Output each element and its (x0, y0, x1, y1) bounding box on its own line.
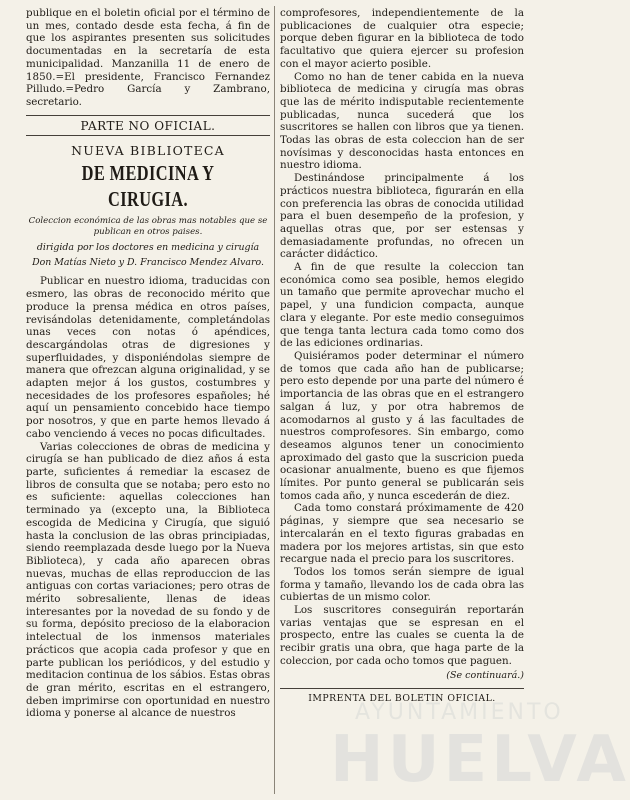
directors-line: Don Matías Nieto y D. Francisco Mendez Alvaro. (32, 256, 264, 268)
directed-by-line: dirigida por los doctores en medicina y cirugía (36, 242, 260, 254)
continuation-note: (Se continuará.) (446, 669, 524, 681)
article-paragraph: Varias colecciones de obras de medicina y cirugía se han publicado de diez años á esta parte, suficientes á remediar la escasez de libros de consulta que se notaba; pero esto no es suficiente: aquellas colecciones han terminado ya (excepto una, la Biblioteca escogida de Medicina y Cirugía, que siguió hasta la conclusion de las obras principiadas, siendo reemplazada desde luego por la Nueva Biblioteca), y cada año aparecen obras nuevas, muchas de ellas reproduccion de las antiguas con cortas variaciones; pero otras de mérito sobresaliente, llenas de ideas interesantes por la novedad de su fondo y de su forma, depósito precioso de la elaboracion intelectual de los inmensos materiales prácticos que acopia cada profesor y que en parte publican los periódicos, y del estudio y meditacion continua de los sábios. Estas obras de gran mérito, escritas en el estrangero, deben imprimirse con oportunidad en nuestro idioma y ponerse al alcance de nuestros (26, 440, 271, 720)
left-column (26, 7, 270, 800)
article-paragraph: Quisiéramos poder determinar el número de tomos que cada año han de publicarse; pero esto depende por una parte del número é importancia de las obras que en el estrangero salgan á luz, y por otra habremos de acomodarnos al gusto y á las facultades de nuestros comprofesores. Sin embargo, como deseamos algunos tener un conocimiento aproximado del gasto que la suscricion pueda ocasionar anualmente, bueno es que fijemos límites. Por punto general se publicarán seis tomos cada año, y nunca escederán de diez. (280, 349, 524, 502)
imprint-rule (280, 688, 524, 689)
announcement-text: publique en el boletin oficial por el término de un mes, contado desde esta fecha, á fin de que los aspirantes presenten sus solicitudes documentadas en la secretaría de esta municipalidad. Manzanilla 11 de enero de 1850.=El presidente, Francisco Fernandez Pilludo.=Pedro García y Zambrano, secretario. (26, 7, 270, 108)
article-paragraph: Los suscritores conseguirán reportarán varias ventajas que se espresan en el prospecto, entre las cuales se cuenta la de recibir gratis una obra, que haga parte de la coleccion, por cada ocho tomos que paguen. (280, 604, 524, 667)
section-rule-bottom (26, 135, 270, 136)
article-paragraph: Como no han de tener cabida en la nueva biblioteca de medicina y cirugía mas obras que las de mérito indisputable recientemente publicadas, nunca sucederá que los suscritores se hallen con libros que ya tienen. Todas las obras de esta coleccion han de ser novísimas y desconocidas hasta entonces en nuestro idioma. (280, 70, 524, 172)
article-paragraph: A fin de que resulte la coleccion tan económica como sea posible, hemos elegido un tamaño que permite aprovechar mucho el papel, y una fundicion compacta, aunque clara y elegante. Por este medio conseguimos que tenga tanta lectura cada tomo como dos de las ediciones ordinarias. (280, 261, 524, 350)
article-subtitle: Coleccion económica de las obras mas notables que se publican en otros paises. (28, 216, 268, 237)
imprint-line: IMPRENTA DEL BOLETIN OFICIAL. (308, 693, 496, 705)
article-paragraph: Cada tomo constará próximamente de 420 páginas, y siempre que sea necesario se intercalarán en el texto figuras grabadas en madera por los mejores artistas, sin que esto recargue nada el precio para los suscritores. (280, 502, 524, 566)
section-rule-top (26, 115, 270, 116)
article-title-line2: DE MEDICINA Y CIRUGIA. (81, 161, 215, 212)
article-paragraph: Destinándose principalmente á los prácticos nuestra biblioteca, figurarán en ella con preferencia las obras de conocida utilidad para el buen desempeño de la profesion, y aquellas otras que, por ser estensas y demasiadamente profundas, no ofrecen un carácter didáctico. (280, 172, 524, 261)
right-column (280, 7, 524, 800)
article-paragraph: comprofesores, independientemente de la publicaciones de cualquier otra especie; porque deben figurar en la biblioteca de todo facultativo que quiera ejercer su profesion con el mayor acierto posible. (280, 7, 524, 70)
column-divider (274, 6, 275, 794)
article-paragraph: Todos los tomos serán siempre de igual forma y tamaño, llevando los de cada obra las cubiertas de un mismo color. (280, 565, 524, 604)
article-paragraph: Publicar en nuestro idioma, traducidas con esmero, las obras de reconocido mérito que produce la prensa médica en otros países, revisándolas detenidamente, completándolas unas veces con notas ó apéndices, descargándolas otras de digresiones y superfluidades, y disponiéndolas siempre de manera que ofrezcan alguna originalidad, y se adapten mejor á los gustos, costumbres y necesidades de los profesores españoles; hé aquí un pensamiento concebido hace tiempo por nosotros, y que en parte hemos llevado á cabo venciendo á veces no pocas dificultades. (26, 275, 270, 440)
article-title-line1: NUEVA BIBLIOTECA (71, 143, 225, 159)
watermark-logo: HUELVA (330, 723, 630, 797)
section-heading: PARTE NO OFICIAL. (80, 118, 216, 133)
watermark-top: AYUNTAMIENTO (355, 700, 564, 725)
